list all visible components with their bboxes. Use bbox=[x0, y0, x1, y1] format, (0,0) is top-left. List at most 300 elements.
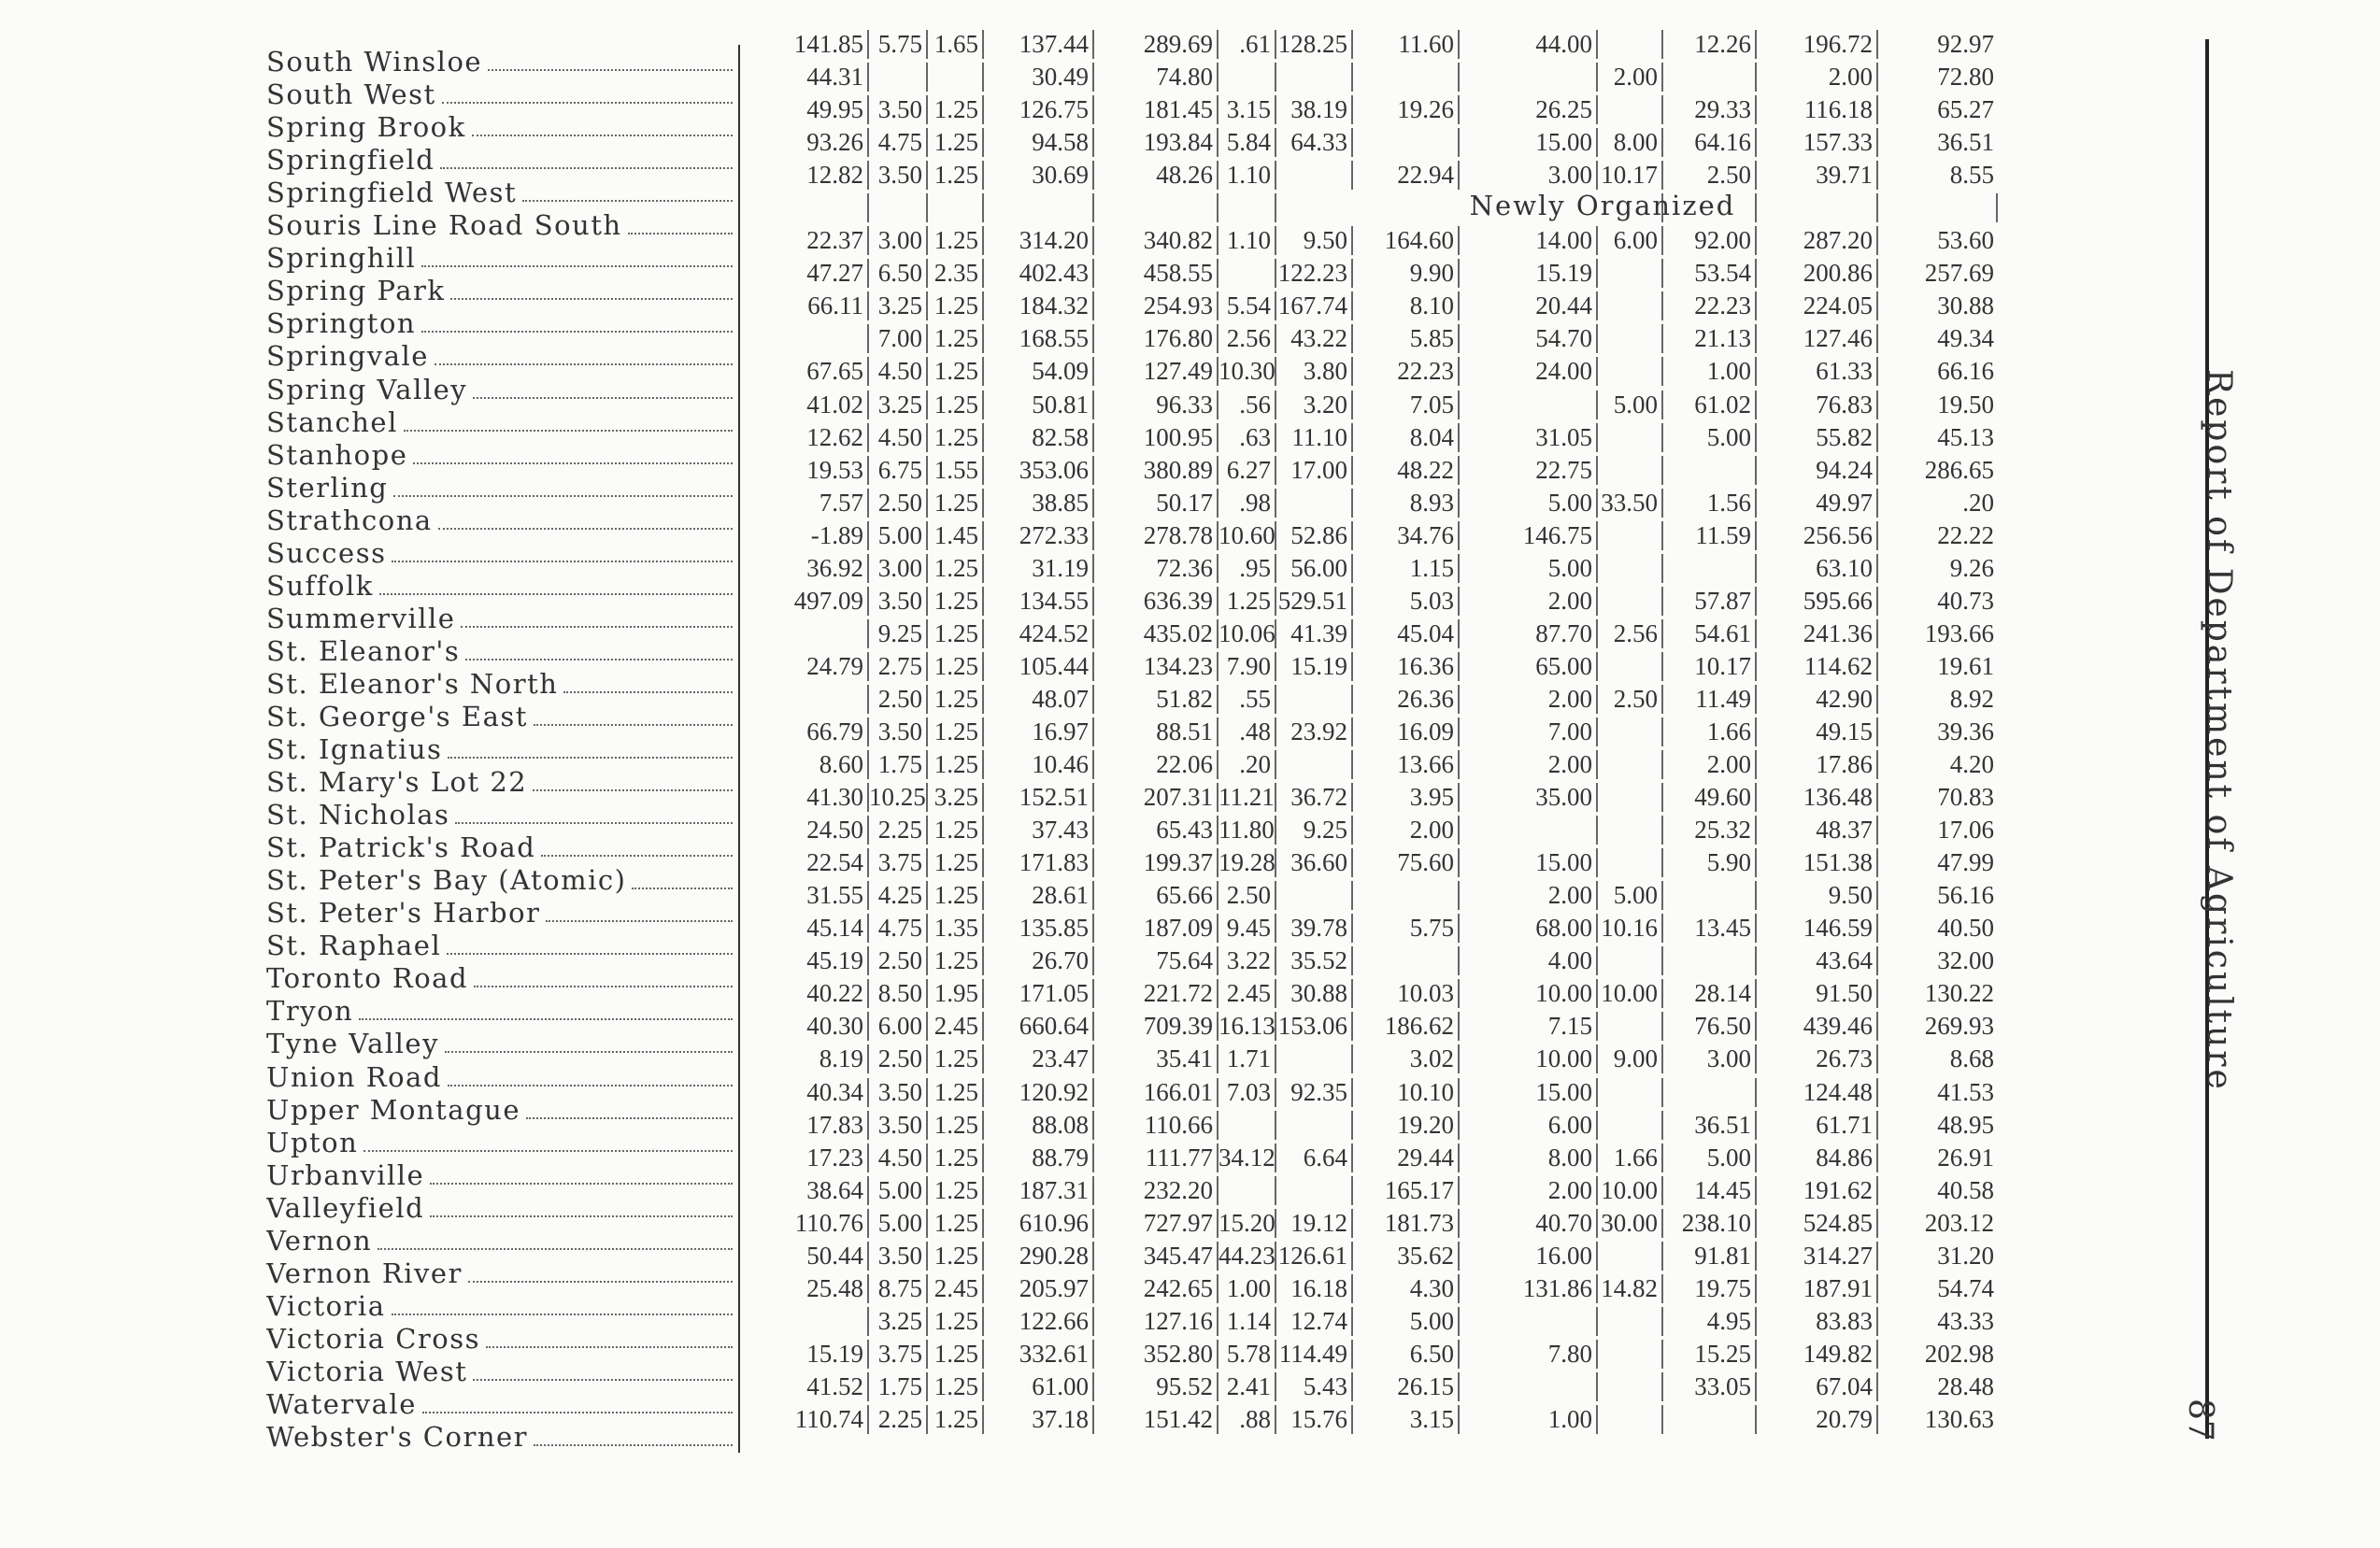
table-cell: 1.25 bbox=[928, 619, 984, 648]
table-cell: 38.85 bbox=[984, 489, 1094, 518]
table-cell: 52.86 bbox=[1276, 521, 1353, 550]
table-cell: 2.25 bbox=[869, 816, 928, 845]
table-cell: 42.90 bbox=[1757, 685, 1878, 714]
table-cell: 207.31 bbox=[1094, 783, 1219, 812]
table-cell: 10.00 bbox=[1460, 1044, 1598, 1073]
table-cell bbox=[1598, 587, 1663, 616]
table-cell: 171.05 bbox=[984, 979, 1094, 1008]
leader-dots bbox=[430, 1183, 733, 1185]
table-cell: 134.23 bbox=[1094, 652, 1219, 681]
table-cell: 28.48 bbox=[1937, 1371, 1994, 1400]
table-cell: 130.22 bbox=[1924, 979, 1994, 1008]
table-cell: 11.21 bbox=[1219, 783, 1276, 812]
table-cell: 152.51 bbox=[984, 783, 1094, 812]
table-cell bbox=[1219, 63, 1276, 92]
table-cell: 41.30 bbox=[748, 783, 869, 812]
leader-dots bbox=[473, 1379, 733, 1381]
table-cell: 224.05 bbox=[1757, 291, 1878, 320]
table-cell: 193.66 bbox=[1924, 618, 1994, 647]
table-cell: 1.25 bbox=[928, 1044, 984, 1073]
district-name: Stanchel bbox=[266, 405, 398, 438]
table-cell: 2.50 bbox=[1598, 685, 1663, 714]
table-cell bbox=[928, 193, 984, 222]
table-cell: .55 bbox=[1219, 685, 1276, 714]
table-cell: 286.65 bbox=[1924, 455, 1994, 484]
table-cell: 40.22 bbox=[748, 979, 869, 1008]
table-cell: 157.33 bbox=[1757, 128, 1878, 157]
table-cell: 24.50 bbox=[748, 816, 869, 845]
table-cell: 127.49 bbox=[1094, 357, 1219, 386]
table-cell: 1.25 bbox=[928, 816, 984, 845]
table-cell: 1.25 bbox=[928, 1242, 984, 1271]
table-cell bbox=[1460, 816, 1598, 845]
district-row-name bbox=[266, 110, 738, 143]
table-cell bbox=[1460, 1307, 1598, 1336]
table-row bbox=[748, 1043, 1998, 1075]
table-cell: 26.25 bbox=[1460, 95, 1598, 124]
financial-table bbox=[748, 28, 1998, 1436]
table-cell: 65.43 bbox=[1094, 816, 1219, 845]
table-cell: 128.25 bbox=[1276, 30, 1353, 59]
table-cell bbox=[1663, 554, 1757, 583]
table-cell bbox=[1663, 881, 1757, 910]
table-cell: 10.03 bbox=[1353, 979, 1460, 1008]
table-cell: 31.55 bbox=[748, 881, 869, 910]
table-cell: 11.49 bbox=[1663, 685, 1757, 714]
table-row bbox=[748, 290, 1998, 322]
leader-dots bbox=[379, 593, 733, 595]
table-cell: 63.10 bbox=[1757, 554, 1878, 583]
leader-dots bbox=[404, 430, 733, 432]
table-cell: 88.08 bbox=[984, 1111, 1094, 1140]
table-cell: 10.00 bbox=[1598, 979, 1663, 1008]
district-name: Victoria West bbox=[266, 1355, 468, 1387]
table-cell: 5.00 bbox=[869, 521, 928, 550]
table-cell: 8.92 bbox=[1949, 684, 1994, 713]
table-cell: 40.50 bbox=[1937, 914, 1994, 943]
leader-dots bbox=[422, 1412, 733, 1413]
district-row-name bbox=[266, 1158, 738, 1191]
table-cell: 1.66 bbox=[1598, 1143, 1663, 1172]
table-cell: 184.32 bbox=[984, 291, 1094, 320]
district-name: St. Raphael bbox=[266, 930, 442, 962]
table-cell: 3.25 bbox=[928, 783, 984, 812]
table-cell bbox=[1598, 1307, 1663, 1336]
table-cell: 76.83 bbox=[1757, 391, 1878, 419]
table-cell: 196.72 bbox=[1757, 30, 1878, 59]
table-cell: 187.91 bbox=[1757, 1274, 1878, 1303]
district-name: Spring Brook bbox=[266, 111, 466, 144]
table-cell: 3.02 bbox=[1353, 1044, 1460, 1073]
table-cell: 3.25 bbox=[869, 1307, 928, 1336]
table-cell: 1.66 bbox=[1663, 717, 1757, 746]
table-cell: 2.25 bbox=[869, 1405, 928, 1434]
table-cell: 1.25 bbox=[928, 1176, 984, 1205]
table-cell: 314.27 bbox=[1757, 1242, 1878, 1271]
table-cell: 54.61 bbox=[1663, 619, 1757, 648]
district-row-name bbox=[266, 1257, 738, 1289]
table-cell: 30.69 bbox=[984, 161, 1094, 190]
table-cell: 8.50 bbox=[869, 979, 928, 1008]
district-name: Tyne Valley bbox=[266, 1028, 439, 1060]
table-cell: 2.50 bbox=[869, 489, 928, 518]
table-cell bbox=[748, 1307, 869, 1336]
table-cell: 16.09 bbox=[1353, 717, 1460, 746]
table-cell: 33.05 bbox=[1663, 1372, 1757, 1401]
table-cell: 43.22 bbox=[1276, 324, 1353, 353]
table-cell: 1.25 bbox=[928, 324, 984, 353]
table-cell: 1.25 bbox=[928, 1209, 984, 1238]
table-row bbox=[748, 1403, 1998, 1436]
table-cell: 8.93 bbox=[1353, 489, 1460, 518]
district-row-name bbox=[266, 602, 738, 634]
table-cell: 1.25 bbox=[928, 881, 984, 910]
table-cell: 26.91 bbox=[1937, 1143, 1994, 1172]
district-row-name bbox=[266, 1027, 738, 1059]
table-cell: 83.83 bbox=[1757, 1307, 1878, 1336]
district-row-name bbox=[266, 1387, 738, 1420]
table-cell bbox=[1598, 783, 1663, 812]
table-cell: 202.98 bbox=[1924, 1339, 1994, 1368]
district-row-name bbox=[266, 896, 738, 929]
table-cell bbox=[1276, 1176, 1353, 1205]
table-row bbox=[748, 487, 1998, 519]
table-cell: 45.04 bbox=[1353, 619, 1460, 648]
table-cell bbox=[1276, 63, 1353, 92]
district-names-column bbox=[266, 45, 740, 1453]
table-cell: 127.46 bbox=[1757, 324, 1878, 353]
table-cell bbox=[1353, 128, 1460, 157]
table-cell: 2.00 bbox=[1460, 587, 1598, 616]
district-row-name bbox=[266, 143, 738, 176]
district-row-name bbox=[266, 994, 738, 1027]
table-cell: 126.75 bbox=[984, 95, 1094, 124]
table-cell bbox=[1663, 1078, 1757, 1107]
district-row-name bbox=[266, 405, 738, 438]
table-cell: 5.84 bbox=[1219, 128, 1276, 157]
table-cell: 660.64 bbox=[984, 1012, 1094, 1041]
table-cell: 2.50 bbox=[869, 685, 928, 714]
table-cell: 19.75 bbox=[1663, 1274, 1757, 1303]
table-cell: 17.83 bbox=[748, 1111, 869, 1140]
table-cell bbox=[1598, 1012, 1663, 1041]
table-cell: 19.53 bbox=[748, 456, 869, 485]
table-cell: 256.56 bbox=[1757, 521, 1878, 550]
table-cell: 1.55 bbox=[928, 456, 984, 485]
table-cell bbox=[748, 324, 869, 353]
district-name: Souris Line Road South bbox=[266, 209, 622, 242]
table-cell: 33.50 bbox=[1598, 489, 1663, 518]
table-cell: 16.00 bbox=[1460, 1242, 1598, 1271]
leader-dots bbox=[445, 1051, 733, 1053]
leader-dots bbox=[421, 331, 733, 333]
district-name: St. George's East bbox=[266, 700, 528, 732]
leader-dots bbox=[442, 102, 733, 104]
table-cell: 55.82 bbox=[1757, 423, 1878, 452]
table-row bbox=[748, 322, 1998, 355]
table-cell: 5.03 bbox=[1353, 587, 1460, 616]
table-cell bbox=[869, 63, 928, 92]
table-cell: 70.83 bbox=[1937, 783, 1994, 812]
table-cell: 1.25 bbox=[928, 1078, 984, 1107]
district-name: Upper Montague bbox=[266, 1093, 520, 1126]
table-cell: 221.72 bbox=[1094, 979, 1219, 1008]
table-row bbox=[748, 257, 1998, 290]
district-row-name bbox=[266, 1093, 738, 1126]
leader-dots bbox=[455, 822, 733, 824]
table-cell: 65.66 bbox=[1094, 881, 1219, 910]
table-cell: 1.25 bbox=[928, 587, 984, 616]
district-row-name bbox=[266, 241, 738, 274]
table-cell: 2.56 bbox=[1598, 619, 1663, 648]
table-cell: 8.04 bbox=[1353, 423, 1460, 452]
table-cell: 1.25 bbox=[1219, 587, 1276, 616]
table-cell: 134.55 bbox=[984, 587, 1094, 616]
district-name: Stanhope bbox=[266, 438, 408, 471]
table-cell bbox=[1353, 881, 1460, 910]
table-cell: 141.85 bbox=[748, 30, 869, 59]
table-row bbox=[748, 552, 1998, 585]
table-cell bbox=[1460, 1372, 1598, 1401]
table-row bbox=[748, 683, 1998, 716]
table-cell: 10.60 bbox=[1219, 520, 1276, 549]
table-cell: 199.37 bbox=[1094, 848, 1219, 877]
table-cell: 1.25 bbox=[928, 946, 984, 975]
table-cell bbox=[928, 63, 984, 92]
table-cell: 380.89 bbox=[1094, 456, 1219, 485]
table-cell: 529.51 bbox=[1276, 587, 1353, 616]
table-cell bbox=[1276, 193, 1353, 222]
table-cell: 22.54 bbox=[748, 848, 869, 877]
table-cell: 257.69 bbox=[1924, 259, 1994, 288]
table-cell bbox=[1598, 1372, 1663, 1401]
district-row-name bbox=[266, 569, 738, 602]
table-cell: 3.50 bbox=[869, 161, 928, 190]
table-cell: 332.61 bbox=[984, 1340, 1094, 1369]
table-cell: 75.60 bbox=[1353, 848, 1460, 877]
table-cell: 15.20 bbox=[1219, 1208, 1276, 1237]
table-cell: 116.18 bbox=[1757, 95, 1878, 124]
table-cell: 2.00 bbox=[1460, 685, 1598, 714]
district-name: Victoria bbox=[266, 1289, 386, 1322]
table-cell: 126.61 bbox=[1276, 1242, 1353, 1271]
district-name: Suffolk bbox=[266, 569, 374, 602]
table-cell: 4.95 bbox=[1663, 1307, 1757, 1336]
table-row bbox=[748, 1010, 1998, 1043]
table-cell: 124.48 bbox=[1757, 1078, 1878, 1107]
table-cell: 7.05 bbox=[1353, 391, 1460, 419]
table-cell: 6.50 bbox=[1353, 1340, 1460, 1369]
table-cell: 44.31 bbox=[748, 63, 869, 92]
table-cell: 181.45 bbox=[1094, 95, 1219, 124]
table-cell: 47.27 bbox=[748, 259, 869, 288]
leader-dots bbox=[359, 1018, 733, 1020]
table-cell: 165.17 bbox=[1353, 1176, 1460, 1205]
table-cell bbox=[1598, 946, 1663, 975]
table-cell: 16.13 bbox=[1219, 1012, 1276, 1041]
table-cell: .56 bbox=[1219, 391, 1276, 419]
table-cell: 4.20 bbox=[1949, 750, 1994, 779]
district-name: Spring Park bbox=[266, 275, 446, 307]
table-cell bbox=[1663, 946, 1757, 975]
table-cell: 94.24 bbox=[1757, 456, 1878, 485]
table-row bbox=[748, 716, 1998, 748]
table-cell: 94.58 bbox=[984, 128, 1094, 157]
table-cell: 8.60 bbox=[748, 750, 869, 779]
table-row bbox=[748, 781, 1998, 814]
table-cell: 36.72 bbox=[1276, 783, 1353, 812]
table-cell: 1.25 bbox=[928, 489, 984, 518]
table-cell: 68.00 bbox=[1460, 914, 1598, 943]
table-cell: 3.75 bbox=[869, 848, 928, 877]
table-cell bbox=[1460, 391, 1598, 419]
leader-dots bbox=[473, 397, 733, 399]
leader-dots bbox=[628, 233, 733, 234]
table-cell: .61 bbox=[1219, 30, 1276, 59]
table-row bbox=[748, 61, 1998, 93]
leader-dots bbox=[448, 757, 733, 759]
table-cell: 66.79 bbox=[748, 717, 869, 746]
table-cell: 5.75 bbox=[869, 30, 928, 59]
table-cell: 15.19 bbox=[748, 1340, 869, 1369]
district-name: Union Road bbox=[266, 1060, 442, 1093]
table-cell: 3.22 bbox=[1219, 946, 1276, 975]
table-cell: 153.06 bbox=[1276, 1012, 1353, 1041]
table-cell: 242.65 bbox=[1094, 1274, 1219, 1303]
district-name: St. Peter's Harbor bbox=[266, 897, 541, 930]
table-row bbox=[748, 814, 1998, 846]
table-cell: 435.02 bbox=[1094, 619, 1219, 648]
table-row bbox=[748, 618, 1998, 650]
table-cell bbox=[1598, 456, 1663, 485]
table-cell: 40.58 bbox=[1937, 1175, 1994, 1204]
table-cell bbox=[1276, 1111, 1353, 1140]
district-row-name bbox=[266, 176, 738, 208]
table-cell bbox=[1276, 750, 1353, 779]
table-cell: 16.18 bbox=[1276, 1274, 1353, 1303]
table-cell: 61.02 bbox=[1663, 391, 1757, 419]
table-cell: 5.54 bbox=[1219, 291, 1276, 320]
table-cell: 28.14 bbox=[1663, 979, 1757, 1008]
table-cell: 30.88 bbox=[1276, 979, 1353, 1008]
table-cell bbox=[1598, 1340, 1663, 1369]
table-cell: 82.58 bbox=[984, 423, 1094, 452]
table-cell: .88 bbox=[1219, 1405, 1276, 1434]
table-cell: 176.80 bbox=[1094, 324, 1219, 353]
table-cell: 84.86 bbox=[1757, 1143, 1878, 1172]
table-cell: 345.47 bbox=[1094, 1242, 1219, 1271]
table-cell bbox=[1663, 456, 1757, 485]
district-row-name bbox=[266, 306, 738, 339]
table-cell bbox=[1598, 30, 1663, 59]
table-cell: 314.20 bbox=[984, 226, 1094, 255]
table-cell: 14.82 bbox=[1598, 1274, 1663, 1303]
leader-dots bbox=[546, 920, 733, 922]
table-cell bbox=[1598, 652, 1663, 681]
table-cell: 4.30 bbox=[1353, 1274, 1460, 1303]
table-cell: 1.25 bbox=[928, 291, 984, 320]
table-cell: 14.00 bbox=[1460, 226, 1598, 255]
table-cell: 2.00 bbox=[1353, 816, 1460, 845]
table-cell: .48 bbox=[1219, 717, 1276, 746]
table-cell: 6.27 bbox=[1219, 456, 1276, 485]
district-name: Valleyfield bbox=[266, 1191, 425, 1224]
table-cell: 15.00 bbox=[1460, 848, 1598, 877]
district-name: Webster's Corner bbox=[266, 1421, 529, 1454]
table-cell: 4.50 bbox=[869, 423, 928, 452]
table-cell: 88.79 bbox=[984, 1143, 1094, 1172]
table-cell: 146.59 bbox=[1757, 914, 1878, 943]
leader-dots bbox=[461, 626, 733, 628]
table-cell: 2.50 bbox=[1219, 881, 1276, 910]
table-cell: 187.09 bbox=[1094, 914, 1219, 943]
table-cell: 96.33 bbox=[1094, 391, 1219, 419]
table-cell: 40.70 bbox=[1460, 1209, 1598, 1238]
table-cell: 88.51 bbox=[1094, 717, 1219, 746]
table-cell: 1.71 bbox=[1219, 1044, 1276, 1073]
leader-dots bbox=[421, 265, 733, 267]
table-cell: 25.48 bbox=[748, 1274, 869, 1303]
table-cell: 5.85 bbox=[1353, 324, 1460, 353]
table-cell: 50.17 bbox=[1094, 489, 1219, 518]
table-cell: 203.12 bbox=[1924, 1208, 1994, 1237]
table-cell: 1.00 bbox=[1663, 357, 1757, 386]
district-row-name bbox=[266, 45, 738, 78]
leader-dots bbox=[450, 298, 733, 300]
table-cell: 39.78 bbox=[1276, 914, 1353, 943]
table-cell: 3.50 bbox=[869, 1242, 928, 1271]
table-row bbox=[748, 28, 1998, 61]
table-cell: 5.00 bbox=[1598, 881, 1663, 910]
district-row-name bbox=[266, 700, 738, 732]
page-number-text: 87 bbox=[2181, 1399, 2219, 1441]
table-cell: 10.00 bbox=[1460, 979, 1598, 1008]
table-cell: 43.64 bbox=[1757, 946, 1878, 975]
table-cell: 16.36 bbox=[1353, 652, 1460, 681]
table-cell: 37.43 bbox=[984, 816, 1094, 845]
table-cell: 31.19 bbox=[984, 554, 1094, 583]
table-cell: 149.82 bbox=[1757, 1340, 1878, 1369]
table-cell: 65.27 bbox=[1937, 95, 1994, 124]
district-row-name bbox=[266, 78, 738, 110]
table-cell: 91.50 bbox=[1757, 979, 1878, 1008]
table-cell: 35.41 bbox=[1094, 1044, 1219, 1073]
table-cell: 2.56 bbox=[1219, 324, 1276, 353]
table-cell: 10.30 bbox=[1219, 357, 1276, 386]
district-name: St. Eleanor's bbox=[266, 634, 461, 667]
table-cell: 34.12 bbox=[1219, 1143, 1276, 1172]
table-cell: 40.30 bbox=[748, 1012, 869, 1041]
district-name: Urbanville bbox=[266, 1158, 425, 1191]
table-cell: 4.50 bbox=[869, 1143, 928, 1172]
table-cell: 19.50 bbox=[1937, 390, 1994, 419]
district-row-name bbox=[266, 1289, 738, 1322]
table-cell: 8.10 bbox=[1353, 291, 1460, 320]
table-cell: 4.25 bbox=[869, 881, 928, 910]
table-cell: 56.16 bbox=[1937, 881, 1994, 910]
table-cell bbox=[1598, 357, 1663, 386]
table-cell: 1.25 bbox=[928, 1405, 984, 1434]
table-cell: 4.00 bbox=[1460, 946, 1598, 975]
table-cell: 497.09 bbox=[748, 587, 869, 616]
table-cell: 151.42 bbox=[1094, 1405, 1219, 1434]
table-cell: .63 bbox=[1219, 423, 1276, 452]
table-cell: 1.14 bbox=[1219, 1307, 1276, 1336]
table-cell: 37.18 bbox=[984, 1405, 1094, 1434]
table-cell bbox=[1878, 193, 1998, 222]
district-row-name bbox=[266, 1191, 738, 1224]
table-row bbox=[748, 912, 1998, 944]
